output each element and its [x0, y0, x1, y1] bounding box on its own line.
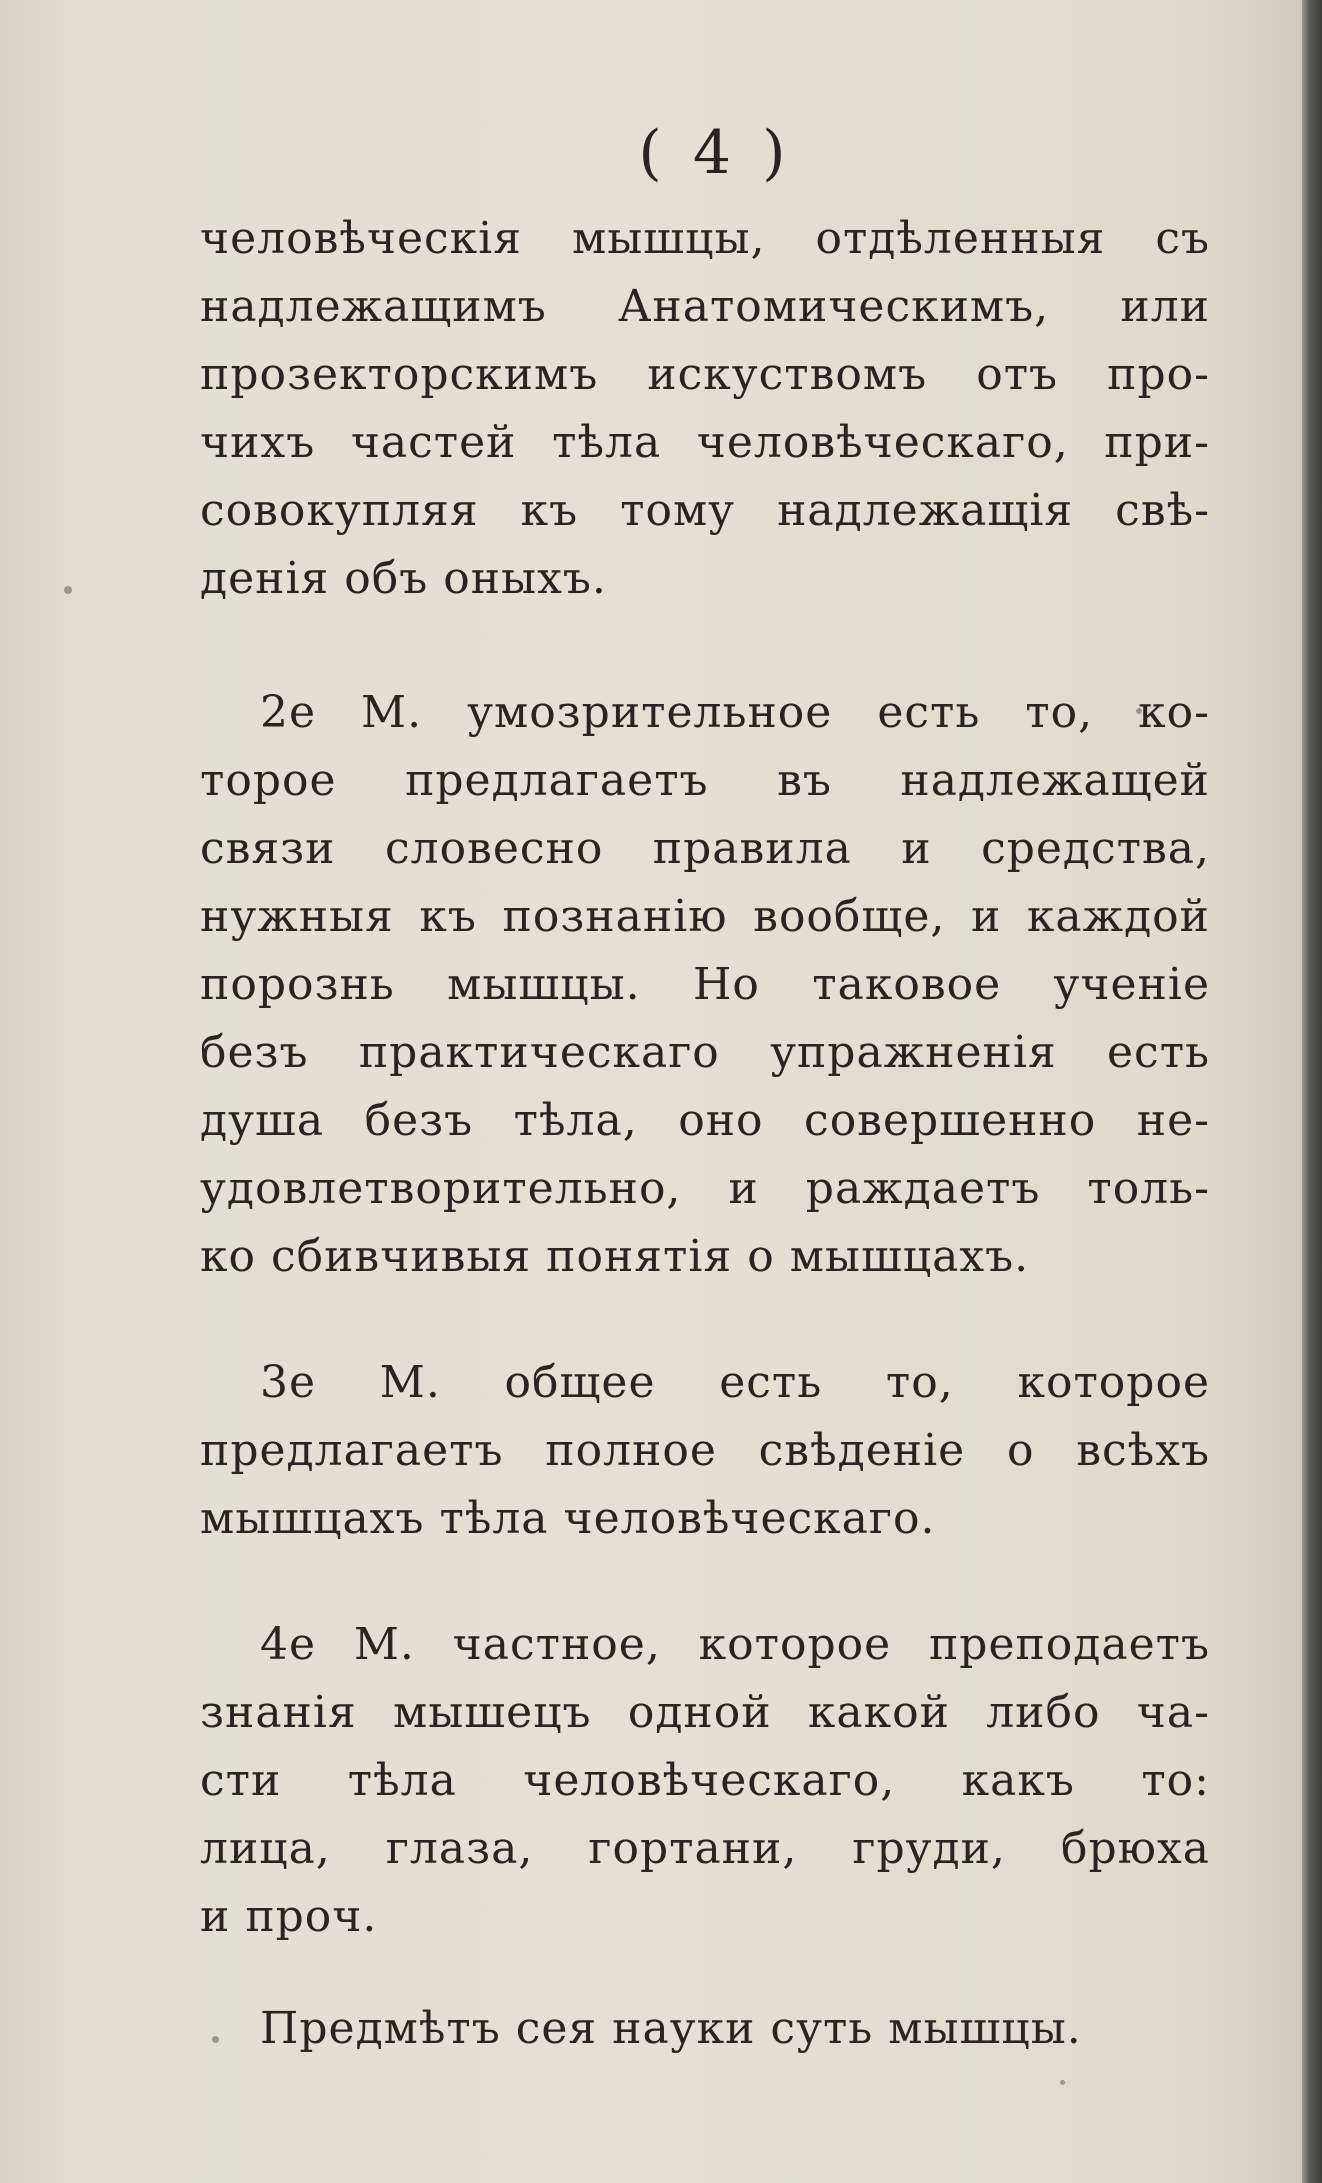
paragraph-5: [200, 1995, 1210, 2063]
page-body: [200, 205, 1210, 2063]
text-line: лица, глаза, гортани, груди, брюха: [200, 1823, 1210, 1874]
text-line: душа безъ тѣла, оно совершенно не-: [200, 1095, 1210, 1146]
text-line: ко сбивчивыя понятія о мышцахъ.: [200, 1231, 1030, 1282]
paragraph-1: [200, 205, 1210, 613]
text-line: и проч.: [200, 1891, 378, 1942]
text-line: мышцахъ тѣла человѣческаго.: [200, 1493, 936, 1544]
text-line: безъ практическаго упражненія есть: [200, 1027, 1210, 1078]
text-line: чихъ частей тѣла человѣческаго, при-: [200, 417, 1210, 468]
text-line: надлежащимъ Анатомическимъ, или: [200, 281, 1210, 332]
page-edge: [1302, 0, 1322, 2183]
text-line: удовлетворительно, и раждаетъ толь-: [200, 1163, 1210, 1214]
paragraph-3: [200, 1349, 1210, 1553]
text-line: знанія мышецъ одной какой либо ча-: [200, 1687, 1210, 1738]
text-line: Предмѣтъ сея науки суть мышцы.: [260, 2003, 1082, 2054]
text-line: нужныя къ познанію вообще, и каждой: [200, 891, 1210, 942]
text-line: предлагаетъ полное свѣденіе о всѣхъ: [200, 1425, 1210, 1476]
ink-speck: [1060, 2080, 1065, 2085]
text-line: 2е М. умозрительное есть то, ко-: [260, 687, 1210, 738]
text-line: денія объ оныхъ.: [200, 553, 607, 604]
text-line: порознь мышцы. Но таковое ученіе: [200, 959, 1210, 1010]
text-line: сти тѣла человѣческаго, какъ то:: [200, 1755, 1210, 1806]
page-number: ( 4 ): [638, 118, 792, 188]
paragraph-4: [200, 1611, 1210, 1951]
text-line: человѣческія мышцы, отдѣленныя съ: [200, 213, 1210, 264]
ink-speck: [64, 586, 72, 594]
paragraph-2: [200, 679, 1210, 1291]
text-line: прозекторскимъ искуствомъ отъ про-: [200, 349, 1210, 400]
text-line: 3е М. общее есть то, которое: [260, 1357, 1210, 1408]
text-line: 4е М. частное, которое преподаетъ: [260, 1619, 1210, 1670]
text-line: совокупляя къ тому надлежащія свѣ-: [200, 485, 1210, 536]
text-line: связи словесно правила и средства,: [200, 823, 1210, 874]
text-line: торое предлагаетъ въ надлежащей: [200, 755, 1210, 806]
